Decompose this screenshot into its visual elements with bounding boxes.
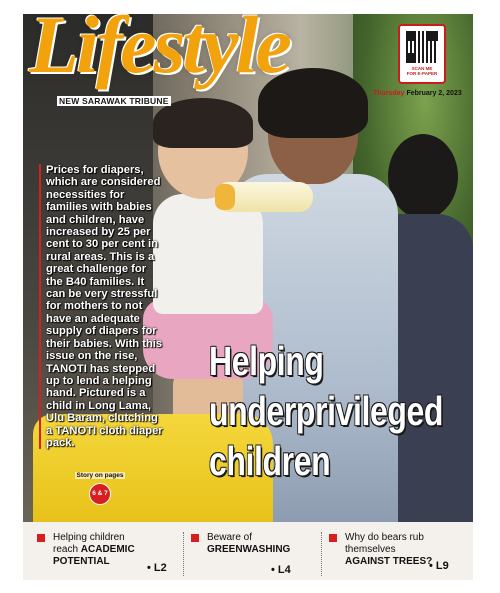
qr-code[interactable] [398, 24, 446, 84]
teaser-greenwashing[interactable] [191, 532, 331, 576]
teaser-page: • L2 [147, 562, 167, 574]
teaser-line-bold: AGAINST TREES? [345, 556, 433, 567]
qr-code-icon [406, 31, 438, 63]
teaser-line-bold: POTENTIAL [53, 556, 110, 567]
newspaper-brand: NEW SARAWAK TRIBUNE [59, 96, 169, 106]
story-label: Story on pages [76, 472, 124, 479]
lifestyle-logo: Lifestyle [29, 14, 289, 90]
teaser-bar [23, 522, 473, 580]
headline-line-1: Helping [209, 338, 324, 384]
teaser-line [53, 544, 135, 556]
teaser-line-regular: reach [53, 544, 79, 555]
teaser-line-bold: ACADEMIC [80, 544, 135, 555]
teaser-bullet-icon [37, 534, 45, 542]
photo-bottle-cap [215, 184, 235, 210]
teaser-line: Why do bears rub [345, 532, 424, 543]
teaser-bullet-icon [329, 534, 337, 542]
teaser-line: themselves [345, 544, 396, 555]
headline-line-3: children [209, 438, 331, 484]
dateline-day: Thursday [373, 90, 405, 97]
cover-headline [209, 336, 444, 486]
teaser-divider [321, 532, 322, 576]
masthead [29, 14, 319, 109]
headline-line-2: underprivileged [209, 388, 444, 434]
teaser-line-bold: GREENWASHING [207, 544, 291, 555]
qr-caption [400, 66, 444, 76]
story-pages-badge[interactable]: 6 & 7 [89, 483, 111, 505]
dateline-date: February 2, 2023 [406, 90, 462, 97]
dateline [373, 90, 462, 97]
teaser-divider [183, 532, 184, 576]
story-pointer [75, 472, 125, 505]
photo-girl-head [388, 134, 458, 219]
teaser-line: Helping children [53, 532, 125, 543]
teaser-bullet-icon [191, 534, 199, 542]
teaser-page: • L9 [429, 560, 449, 572]
qr-caption-line1: SCAN ME [411, 66, 433, 71]
teaser-line: Beware of [207, 532, 253, 543]
magazine-cover [23, 14, 473, 580]
cover-blurb: Prices for diapers, which are considered necessities for families with babies and children, have increased by 25 per cent to 30 per cent in rural areas. This is a great challenge for the B40 families. It can be very stressful for mothers to not have an adequate supply of diapers for their babies. With this issue on the rise, TANOTI has stepped up to lend a helping hand. Pictured is a child in Long Lama, Ulu Baram, clutching a TANOTI cloth diaper pack. [39, 164, 164, 449]
teaser-academic[interactable] [37, 532, 177, 576]
teaser-page: • L4 [271, 564, 291, 576]
qr-caption-line2: FOR E-PAPER [406, 71, 438, 76]
teaser-bears[interactable] [329, 532, 473, 576]
photo-child-shirt [153, 194, 263, 314]
